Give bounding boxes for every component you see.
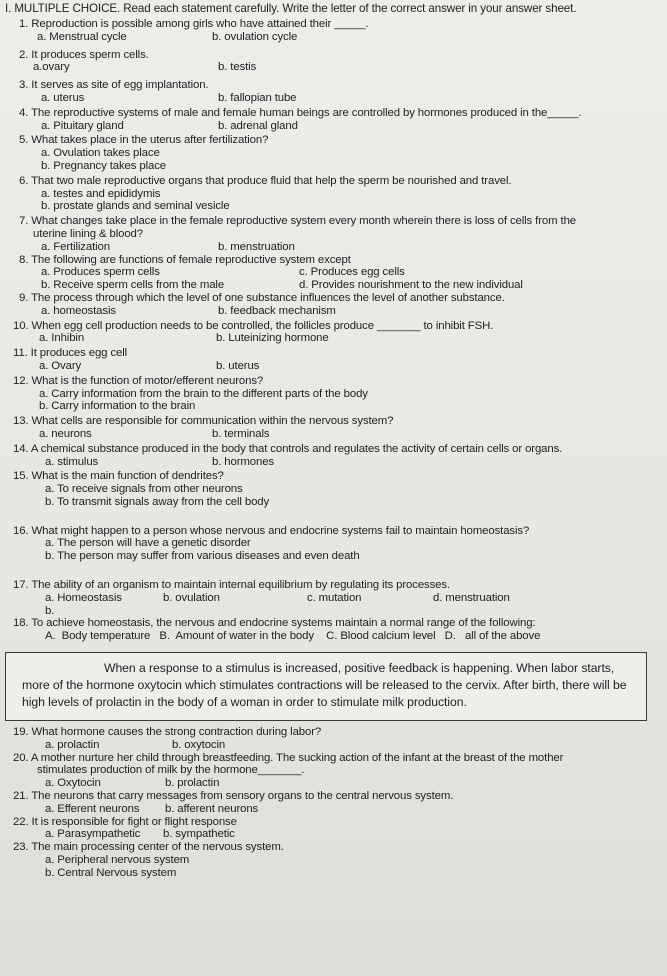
question-20 [5, 752, 657, 790]
option-c: c. Produces egg cells [299, 266, 405, 279]
question-stem: 18. To achieve homeostasis, the nervous and endocrine systems maintain a normal range of the following: [13, 617, 536, 630]
passage-box [5, 652, 647, 721]
question-4 [5, 107, 657, 133]
option-a: a. prolactin [45, 738, 100, 751]
option-b: b. prostate glands and seminal vesicle [41, 200, 230, 213]
question-9 [5, 292, 657, 318]
option-b: b. fallopian tube [218, 91, 297, 104]
option-c: c. mutation [307, 591, 362, 604]
option-a: a. Homeostasis [45, 591, 122, 604]
question-stem: 5. What takes place in the uterus after fertilization? [19, 134, 269, 147]
question-stem: 3. It serves as site of egg implantation. [19, 79, 209, 92]
question-stem: 22. It is responsible for fight or flight response [13, 815, 237, 828]
option-a: a. Ovulation takes place [41, 147, 160, 160]
option-b: b. sympathetic [163, 828, 235, 841]
section-header: I. MULTIPLE CHOICE. Read each statement carefully. Write the letter of the correct answer in your answer sheet. [5, 2, 577, 15]
question-23 [5, 841, 657, 879]
question-stem: 15. What is the main function of dendrites? [13, 470, 224, 483]
option-a: a. homeostasis [41, 304, 116, 317]
question-stem: 20. A mother nurture her child through breastfeeding. The sucking action of the infant at the breast of the mother [13, 751, 564, 764]
question-stem-continued: uterine lining & blood? [33, 227, 143, 240]
question-15 [5, 470, 657, 508]
option-a: a. To receive signals from other neurons [45, 483, 243, 496]
option-a: a. testes and epididymis [41, 187, 161, 200]
question-13 [5, 415, 657, 441]
option-d: d. menstruation [433, 591, 510, 604]
option-a: a. Ovary [39, 359, 82, 372]
option-a: a. Efferent neurons [45, 802, 140, 815]
passage-text: When a response to a stimulus is increased, positive feedback is happening. When labor starts, more of the hormone oxytocin which stimulates contractions will be released to the cervix. After birth, there will be high levels of prolactin in the body of a woman in order to stimulate milk production. [22, 661, 627, 710]
question-17 [5, 579, 657, 617]
question-11 [5, 347, 657, 373]
question-3 [5, 79, 657, 105]
question-6 [5, 175, 657, 213]
question-19 [5, 726, 657, 752]
question-16 [5, 525, 657, 563]
question-stem: 19. What hormone causes the strong contraction during labor? [13, 726, 322, 739]
option-b: b. terminals [212, 427, 270, 440]
question-stem: 9. The process through which the level of one substance influences the level of another substance. [19, 291, 505, 304]
option-b: b. Central Nervous system [45, 866, 177, 879]
option-b: b. afferent neurons [165, 802, 259, 815]
option-b: b. Pregnancy takes place [41, 159, 167, 172]
option-a: a. Pituitary gland [41, 119, 124, 132]
option-b: b. hormones [212, 455, 274, 468]
question-22 [5, 816, 657, 842]
option-a: a. Fertilization [41, 240, 110, 253]
option-b: b. menstruation [218, 240, 295, 253]
option-b: b. testis [218, 61, 257, 74]
question-stem: 10. When egg cell production needs to be controlled, the follicles produce _______ to inhibit FSH. [13, 319, 494, 332]
option-b: b. adrenal gland [218, 119, 298, 132]
question-1 [5, 18, 657, 44]
question-stem: 23. The main processing center of the nervous system. [13, 841, 284, 854]
question-stem-continued: stimulates production of milk by the hormone_______. [37, 764, 305, 777]
option-a: a. Produces sperm cells [41, 266, 160, 279]
question-stem: 2. It produces sperm cells. [19, 48, 149, 61]
option-b: b. oxytocin [172, 738, 226, 751]
question-2 [5, 49, 657, 75]
question-8 [5, 254, 657, 292]
question-stem: 1. Reproduction is possible among girls who have attained their _____. [19, 18, 369, 30]
question-stem: 14. A chemical substance produced in the body that controls and regulates the activity of certain cells or organs. [13, 442, 563, 455]
question-stem: 13. What cells are responsible for communication within the nervous system? [13, 415, 394, 428]
question-12 [5, 375, 657, 413]
option-a: a. Parasympathetic [45, 828, 141, 841]
option-a: a. stimulus [45, 455, 99, 468]
option-b: b. prolactin [165, 777, 220, 790]
option-b: b. uterus [216, 359, 260, 372]
question-stem: 7. What changes take place in the female reproductive system every month wherein there is loss of cells from the [19, 215, 576, 228]
option-a: a. Menstrual cycle [37, 30, 127, 43]
option-a: a. Peripheral nervous system [45, 854, 190, 867]
question-stem: 6. That two male reproductive organs that produce fluid that help the sperm be nourished and travel. [19, 174, 512, 187]
option-b: b. The person may suffer from various diseases and even death [45, 550, 360, 563]
option-b: b. Luteinizing hormone [216, 332, 329, 345]
options-line: A. Body temperature B. Amount of water in the body C. Blood calcium level D. all of the above [45, 630, 541, 643]
question-18 [5, 617, 657, 643]
question-5 [5, 134, 657, 172]
option-b: b. Receive sperm cells from the male [41, 279, 225, 292]
question-stem: 17. The ability of an organism to maintain internal equilibrium by regulating its processes. [13, 579, 451, 592]
option-a: a. Inhibin [39, 332, 85, 345]
question-7 [5, 215, 657, 253]
option-a: a. uterus [41, 91, 85, 104]
option-a: a. The person will have a genetic disorder [45, 537, 251, 550]
question-stem: 11. It produces egg cell [13, 347, 128, 360]
option-b-extra: b. [45, 604, 55, 617]
question-stem: 21. The neurons that carry messages from sensory organs to the central nervous system. [13, 790, 454, 803]
option-a: a. Oxytocin [45, 777, 101, 790]
question-14 [5, 443, 657, 469]
question-10 [5, 320, 657, 346]
option-a: a. neurons [39, 427, 92, 440]
question-stem: 8. The following are functions of female reproductive system except [19, 253, 351, 266]
option-b: b. To transmit signals away from the cell body [45, 495, 270, 508]
option-b: b. ovulation [163, 591, 220, 604]
option-b: b. feedback mechanism [218, 304, 336, 317]
question-stem: 12. What is the function of motor/efferent neurons? [13, 374, 264, 387]
question-stem: 16. What might happen to a person whose nervous and endocrine systems fail to maintain homeostasis? [13, 524, 530, 537]
option-d: d. Provides nourishment to the new individual [299, 279, 523, 292]
question-stem: 4. The reproductive systems of male and female human beings are controlled by hormones produced in the_____. [19, 106, 582, 119]
option-a: a. Carry information from the brain to the different parts of the body [39, 387, 368, 400]
option-a: a.ovary [33, 61, 70, 74]
option-b: b. Carry information to the brain [39, 400, 196, 413]
option-b: b. ovulation cycle [212, 30, 298, 43]
question-21 [5, 790, 657, 816]
